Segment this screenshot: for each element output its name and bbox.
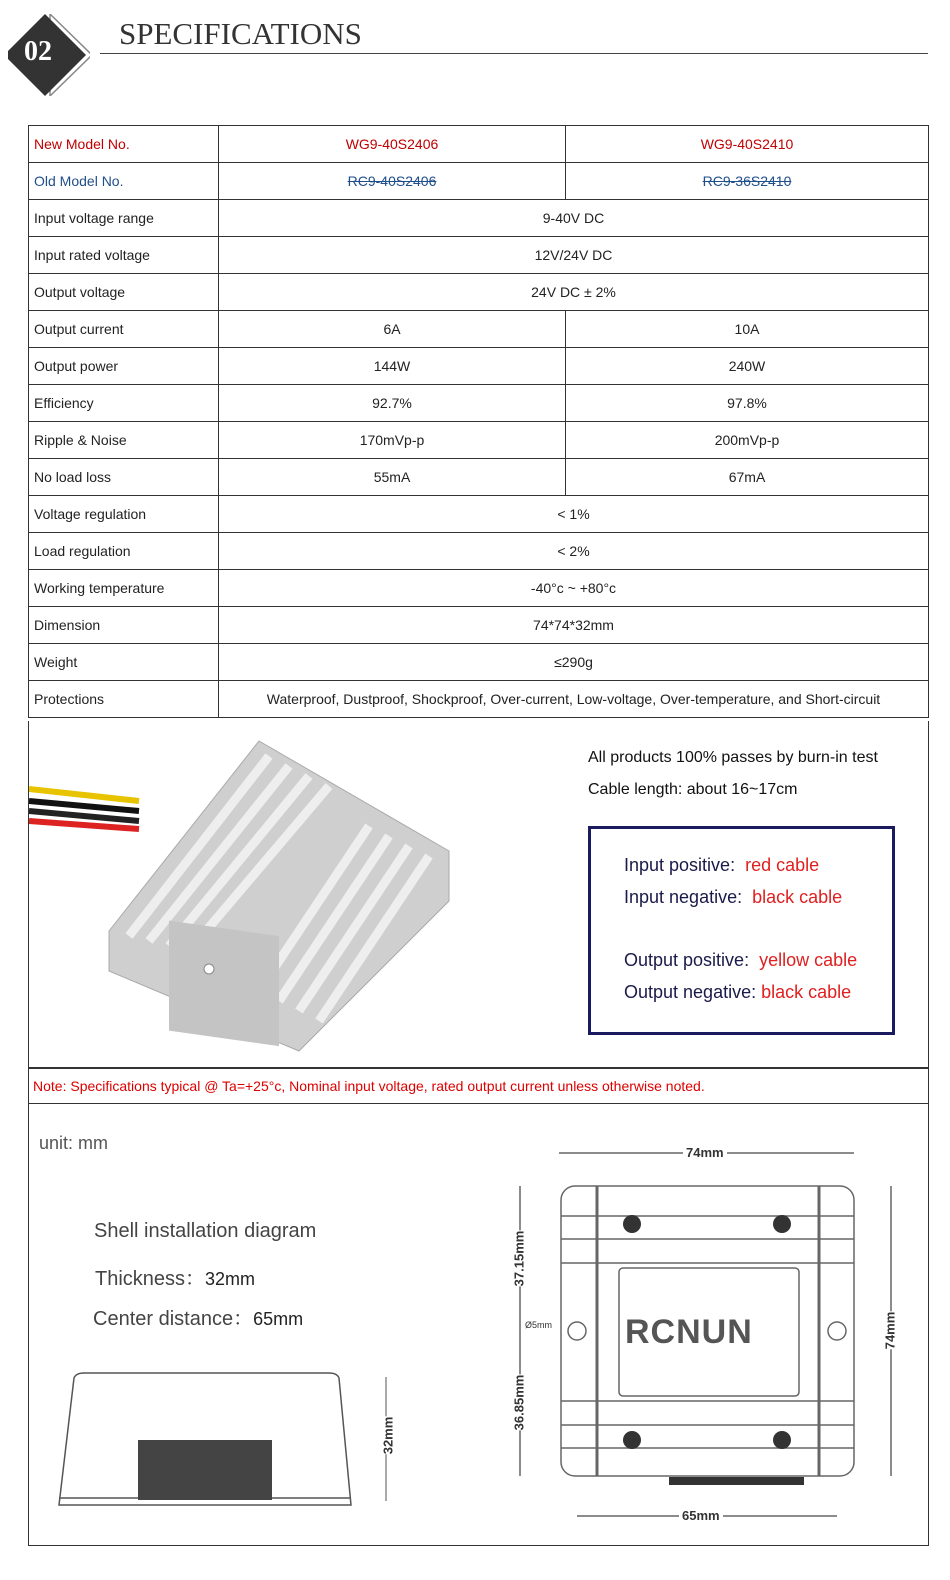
cable-value: black cable	[752, 887, 843, 907]
row-value-a: 144W	[219, 348, 566, 385]
cable-value: red cable	[745, 855, 820, 875]
dim-width-top: 74mm	[683, 1145, 727, 1160]
table-row	[29, 422, 929, 459]
table-row	[29, 607, 929, 644]
product-photo	[29, 731, 469, 1061]
row-value: 9-40V DC	[219, 200, 929, 237]
row-value-b: 97.8%	[566, 385, 929, 422]
row-label: Input rated voltage	[29, 237, 219, 274]
row-label: Input voltage range	[29, 200, 219, 237]
row-label: Efficiency	[29, 385, 219, 422]
installation-diagram	[28, 1103, 929, 1546]
table-row	[29, 644, 929, 681]
dimension-drawings	[29, 1103, 930, 1546]
cable-label: Input negative:	[624, 887, 743, 907]
row-value-b: 67mA	[566, 459, 929, 496]
row-value: -40°c ~ +80°c	[219, 570, 929, 607]
row-label: Output current	[29, 311, 219, 348]
row-label: Old Model No.	[29, 163, 219, 200]
row-label: Ripple & Noise	[29, 422, 219, 459]
row-label: Load regulation	[29, 533, 219, 570]
row-value-a: 6A	[219, 311, 566, 348]
table-row	[29, 274, 929, 311]
old-model-a: RC9-40S2406	[219, 163, 566, 200]
table-row-old-model	[29, 163, 929, 200]
row-label: Protections	[29, 681, 219, 718]
title-divider	[100, 53, 928, 54]
row-label: Output power	[29, 348, 219, 385]
table-row	[29, 533, 929, 570]
row-value-a: 92.7%	[219, 385, 566, 422]
table-row	[29, 237, 929, 274]
dim-upper: 37.15mm	[511, 1230, 527, 1287]
table-row	[29, 200, 929, 237]
brand-logo: RCNUN	[625, 1313, 753, 1351]
table-row	[29, 385, 929, 422]
row-value: 74*74*32mm	[219, 607, 929, 644]
row-label: Voltage regulation	[29, 496, 219, 533]
row-value-b: 10A	[566, 311, 929, 348]
row-value-b: 240W	[566, 348, 929, 385]
spec-table	[28, 125, 929, 718]
row-value-a: 170mVp-p	[219, 422, 566, 459]
page-title: SPECIFICATIONS	[119, 16, 362, 51]
specification-note: Note: Specifications typical @ Ta=+25°c, Nominal input voltage, rated output current unless otherwise noted.	[28, 1068, 929, 1104]
row-label: Output voltage	[29, 274, 219, 311]
row-value: 24V DC ± 2%	[219, 274, 929, 311]
thickness-value: 32mm	[205, 1269, 256, 1289]
cable-label: Input positive:	[624, 855, 736, 875]
row-label: Working temperature	[29, 570, 219, 607]
dim-hole: Ø5mm	[525, 1320, 552, 1330]
row-value: < 2%	[219, 533, 929, 570]
table-row	[29, 496, 929, 533]
unit-label: unit: mm	[39, 1133, 109, 1153]
row-label: No load loss	[29, 459, 219, 496]
table-row	[29, 348, 929, 385]
model-a: WG9-40S2406	[219, 126, 566, 163]
row-value: ≤290g	[219, 644, 929, 681]
table-row	[29, 459, 929, 496]
thickness-label: Thickness：	[95, 1268, 206, 1290]
cable-value: black cable	[761, 982, 852, 1002]
dim-height-right: 74mm	[882, 1311, 898, 1350]
cable-value: yellow cable	[759, 950, 858, 970]
dim-thickness: 32mm	[380, 1416, 396, 1455]
dim-lower: 36.85mm	[511, 1374, 527, 1431]
row-value-a: 55mA	[219, 459, 566, 496]
dim-center-distance: 65mm	[679, 1508, 723, 1523]
row-value: Waterproof, Dustproof, Shockproof, Over-current, Low-voltage, Over-temperature, and Short-circuit	[219, 681, 929, 718]
burn-in-text: All products 100% passes by burn-in test	[588, 749, 878, 766]
center-distance-label: Center distance：	[93, 1308, 254, 1330]
cable-length-text: Cable length: about 16~17cm	[588, 781, 798, 798]
center-distance-value: 65mm	[253, 1309, 304, 1329]
row-label: Dimension	[29, 607, 219, 644]
row-label: Weight	[29, 644, 219, 681]
side-view-port	[138, 1440, 272, 1500]
old-model-b: RC9-36S2410	[566, 163, 929, 200]
diagram-title: Shell installation diagram	[94, 1220, 317, 1242]
cable-label: Output negative:	[624, 982, 757, 1002]
row-label: New Model No.	[29, 126, 219, 163]
cable-legend	[588, 826, 895, 1035]
model-b: WG9-40S2410	[566, 126, 929, 163]
row-value: < 1%	[219, 496, 929, 533]
table-row	[29, 681, 929, 718]
table-row	[29, 311, 929, 348]
row-value: 12V/24V DC	[219, 237, 929, 274]
cable-label: Output positive:	[624, 950, 750, 970]
section-number: 02	[24, 36, 52, 67]
table-row	[29, 570, 929, 607]
row-value-b: 200mVp-p	[566, 422, 929, 459]
table-row-new-model	[29, 126, 929, 163]
